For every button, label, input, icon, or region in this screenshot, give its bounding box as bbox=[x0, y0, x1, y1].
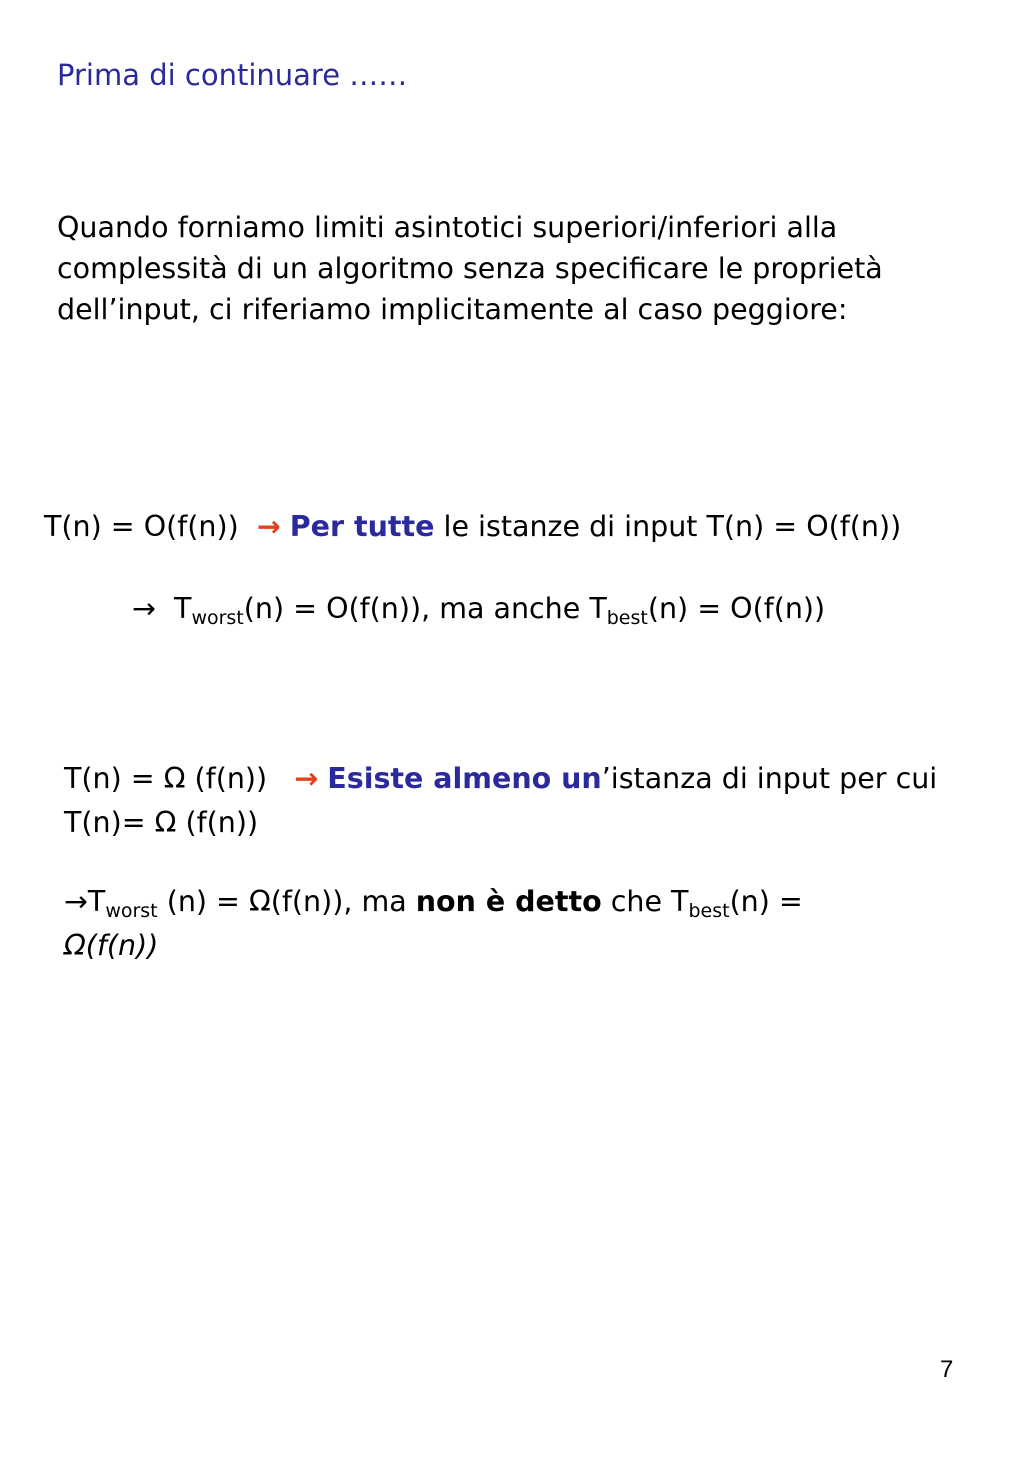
formula-big-o-rest: le istanze di input T(n) = O(f(n)) bbox=[443, 510, 902, 543]
slide-title: Prima di continuare …… bbox=[57, 58, 408, 92]
subscript-best: best bbox=[688, 900, 730, 922]
consequence-big-o-middle: (n) = O(f(n)), ma anche T bbox=[243, 592, 607, 625]
consequence-big-omega-middle: (n) = Ω(f(n)), ma bbox=[157, 885, 416, 918]
right-arrow-icon: → bbox=[294, 762, 319, 795]
formula-big-o bbox=[44, 510, 901, 543]
formula-big-o-lhs: T(n) = O(f(n)) bbox=[44, 510, 239, 543]
consequence-big-omega-final: Ω(f(n)) bbox=[64, 929, 159, 962]
formula-big-o-highlight: Per tutte bbox=[289, 510, 435, 543]
consequence-big-o bbox=[132, 592, 826, 629]
subscript-best: best bbox=[606, 607, 648, 629]
page-number: 7 bbox=[940, 1356, 954, 1383]
consequence-big-o-end: (n) = O(f(n)) bbox=[647, 592, 826, 625]
consequence-big-omega bbox=[64, 880, 969, 968]
consequence-big-omega-end: (n) = bbox=[729, 885, 803, 918]
formula-big-omega-highlight: Esiste almeno un bbox=[327, 762, 602, 795]
formula-big-omega-lhs: T(n) = Ω (f(n)) bbox=[64, 762, 268, 795]
right-arrow-icon: → bbox=[256, 510, 281, 543]
right-arrow-icon: → bbox=[64, 885, 88, 918]
intro-paragraph: Quando forniamo limiti asintotici superiori/inferiori alla complessità di un algoritmo senza specificare le proprietà dell’input, ci riferiamo implicitamente al caso peggiore: bbox=[57, 211, 883, 326]
consequence-big-omega-bold: non è detto bbox=[415, 885, 602, 918]
formula-big-omega bbox=[64, 757, 969, 845]
t-symbol: T bbox=[87, 885, 106, 918]
formula-big-omega-rest: ’istanza di input per cui T(n)= Ω (f(n)) bbox=[64, 762, 938, 839]
subscript-worst: worst bbox=[191, 607, 244, 629]
t-symbol: T bbox=[174, 592, 192, 625]
consequence-big-omega-after-bold: che T bbox=[601, 885, 689, 918]
right-arrow-icon: → bbox=[132, 592, 156, 625]
subscript-worst: worst bbox=[105, 900, 158, 922]
